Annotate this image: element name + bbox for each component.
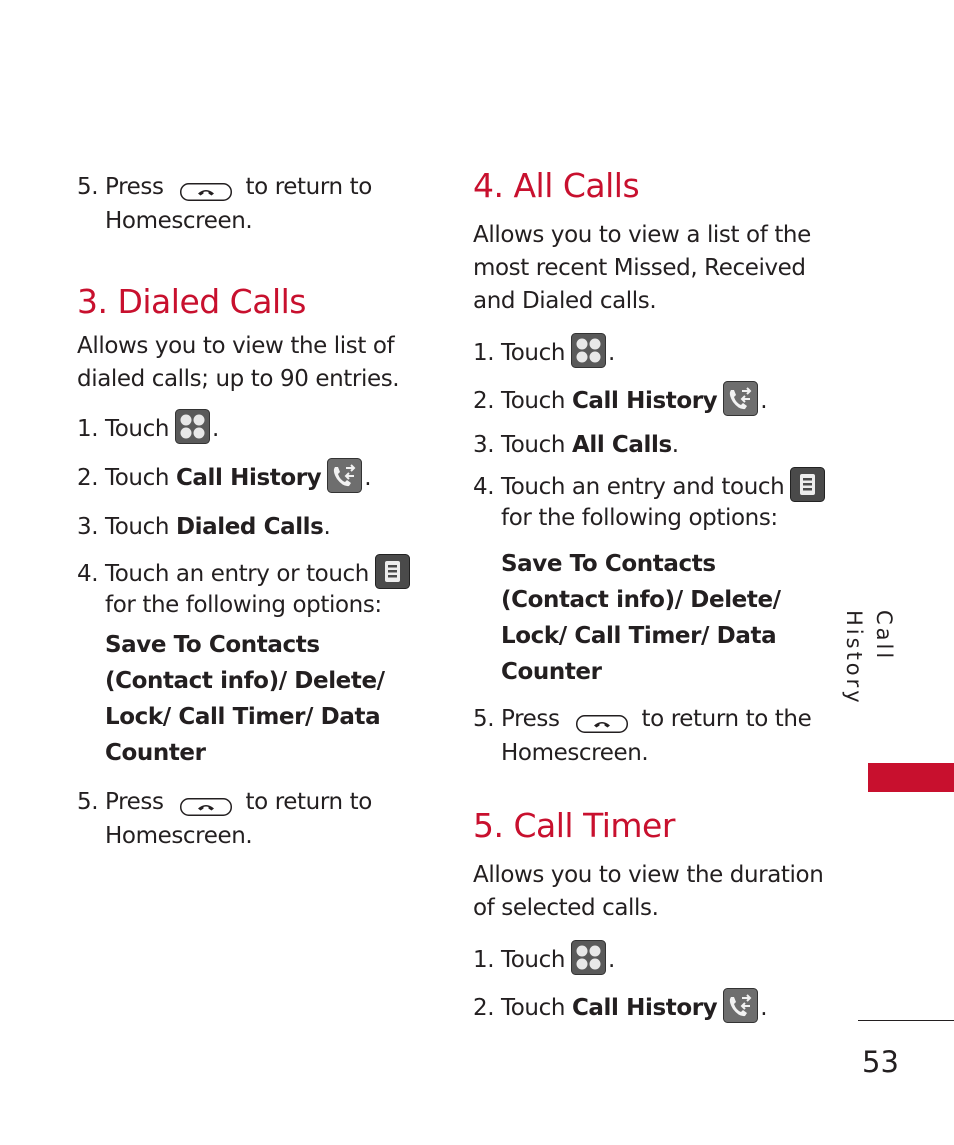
section-description: Allows you to view the duration of selected calls. — [473, 862, 824, 921]
step-text: Touch an entry and touch — [501, 474, 785, 500]
step-number: 2. — [473, 388, 495, 414]
step-text: Press — [501, 706, 560, 732]
step-text: . — [760, 995, 768, 1021]
step-3-touch-dialed-calls — [77, 510, 437, 544]
step-text: Touch an entry or touch — [105, 561, 369, 587]
step-text: for the following options: — [501, 505, 778, 531]
step-text: Touch — [501, 388, 566, 414]
end-call-key-icon — [180, 792, 232, 810]
step-text: to return to Homescreen. — [105, 789, 372, 849]
step-3-touch-all-calls — [473, 428, 833, 462]
step-1-touch-menu — [473, 336, 833, 370]
step-number: 3. — [77, 514, 99, 540]
chapter-side-label: Call History — [842, 610, 896, 706]
step-2-touch-call-history — [473, 384, 833, 418]
step-number: 4. — [77, 561, 99, 587]
step-text: Press — [105, 174, 164, 200]
step-5-return-homescreen — [77, 785, 437, 853]
end-call-key-icon — [180, 177, 232, 195]
step-number: 5. — [77, 789, 99, 815]
step-text: . — [671, 432, 679, 458]
options-list: Save To Contacts (Contact info)/ Delete/ Lock/ Call Timer/ Data Counter — [105, 632, 385, 766]
step-text: . — [760, 388, 768, 414]
step-bold-text: Call History — [175, 465, 322, 491]
menu-grid-icon — [571, 940, 606, 975]
step-1-touch-menu — [473, 943, 833, 977]
left-column — [77, 170, 437, 853]
step-number: 1. — [473, 947, 495, 973]
section-title-dialed-calls: 3. Dialed Calls — [77, 282, 306, 321]
options-menu-icon — [375, 554, 410, 589]
step-number: 2. — [473, 995, 495, 1021]
step-text: Touch — [105, 514, 170, 540]
call-history-icon — [723, 381, 758, 416]
step-text: Touch — [501, 995, 566, 1021]
step-number: 3. — [473, 432, 495, 458]
step-text: Touch — [105, 465, 170, 491]
step-text: . — [608, 947, 615, 973]
step-number: 1. — [473, 340, 495, 366]
step-1-touch-menu — [77, 412, 437, 446]
step-2-touch-call-history — [473, 991, 833, 1025]
section-title-call-timer: 5. Call Timer — [473, 806, 675, 845]
step-number: 4. — [473, 474, 495, 500]
step-text: Touch — [501, 432, 566, 458]
section-description: Allows you to view a list of the most recent Missed, Received and Dialed calls. — [473, 222, 811, 314]
step-bold-text: Call History — [571, 388, 718, 414]
step-text: . — [212, 416, 219, 442]
step-text: Touch — [501, 340, 566, 366]
end-call-key-icon — [576, 709, 628, 727]
step-text: to return to the Homescreen. — [501, 706, 812, 766]
step-5-return-homescreen — [77, 170, 437, 238]
step-text: Press — [105, 789, 164, 815]
step-text: Touch — [501, 947, 566, 973]
step-text: . — [608, 340, 615, 366]
step-number: 5. — [77, 174, 99, 200]
options-list: Save To Contacts (Contact info)/ Delete/ Lock/ Call Timer/ Data Counter — [501, 551, 781, 685]
call-history-icon — [327, 458, 362, 493]
footer-rule — [858, 1020, 954, 1021]
step-5-return-homescreen — [473, 702, 833, 770]
section-title-all-calls: 4. All Calls — [473, 166, 640, 205]
step-number: 1. — [77, 416, 99, 442]
step-number: 2. — [77, 465, 99, 491]
step-bold-text: Dialed Calls — [175, 514, 324, 540]
step-2-touch-call-history — [77, 461, 437, 495]
options-menu-icon — [790, 467, 825, 502]
step-text: Touch — [105, 416, 170, 442]
menu-grid-icon — [175, 409, 210, 444]
section-description: Allows you to view the list of dialed calls; up to 90 entries. — [77, 333, 400, 392]
step-4-touch-entry — [77, 559, 437, 621]
step-text: for the following options: — [105, 592, 382, 618]
step-bold-text: Call History — [571, 995, 718, 1021]
step-text: . — [323, 514, 331, 540]
right-column — [473, 166, 833, 1025]
chapter-tab-marker — [868, 763, 954, 792]
page-number: 53 — [862, 1045, 899, 1079]
step-4-touch-entry — [473, 472, 833, 534]
step-text: . — [364, 465, 372, 491]
step-bold-text: All Calls — [571, 432, 672, 458]
call-history-icon — [723, 988, 758, 1023]
step-number: 5. — [473, 706, 495, 732]
menu-grid-icon — [571, 333, 606, 368]
step-text: to return to Homescreen. — [105, 174, 372, 234]
